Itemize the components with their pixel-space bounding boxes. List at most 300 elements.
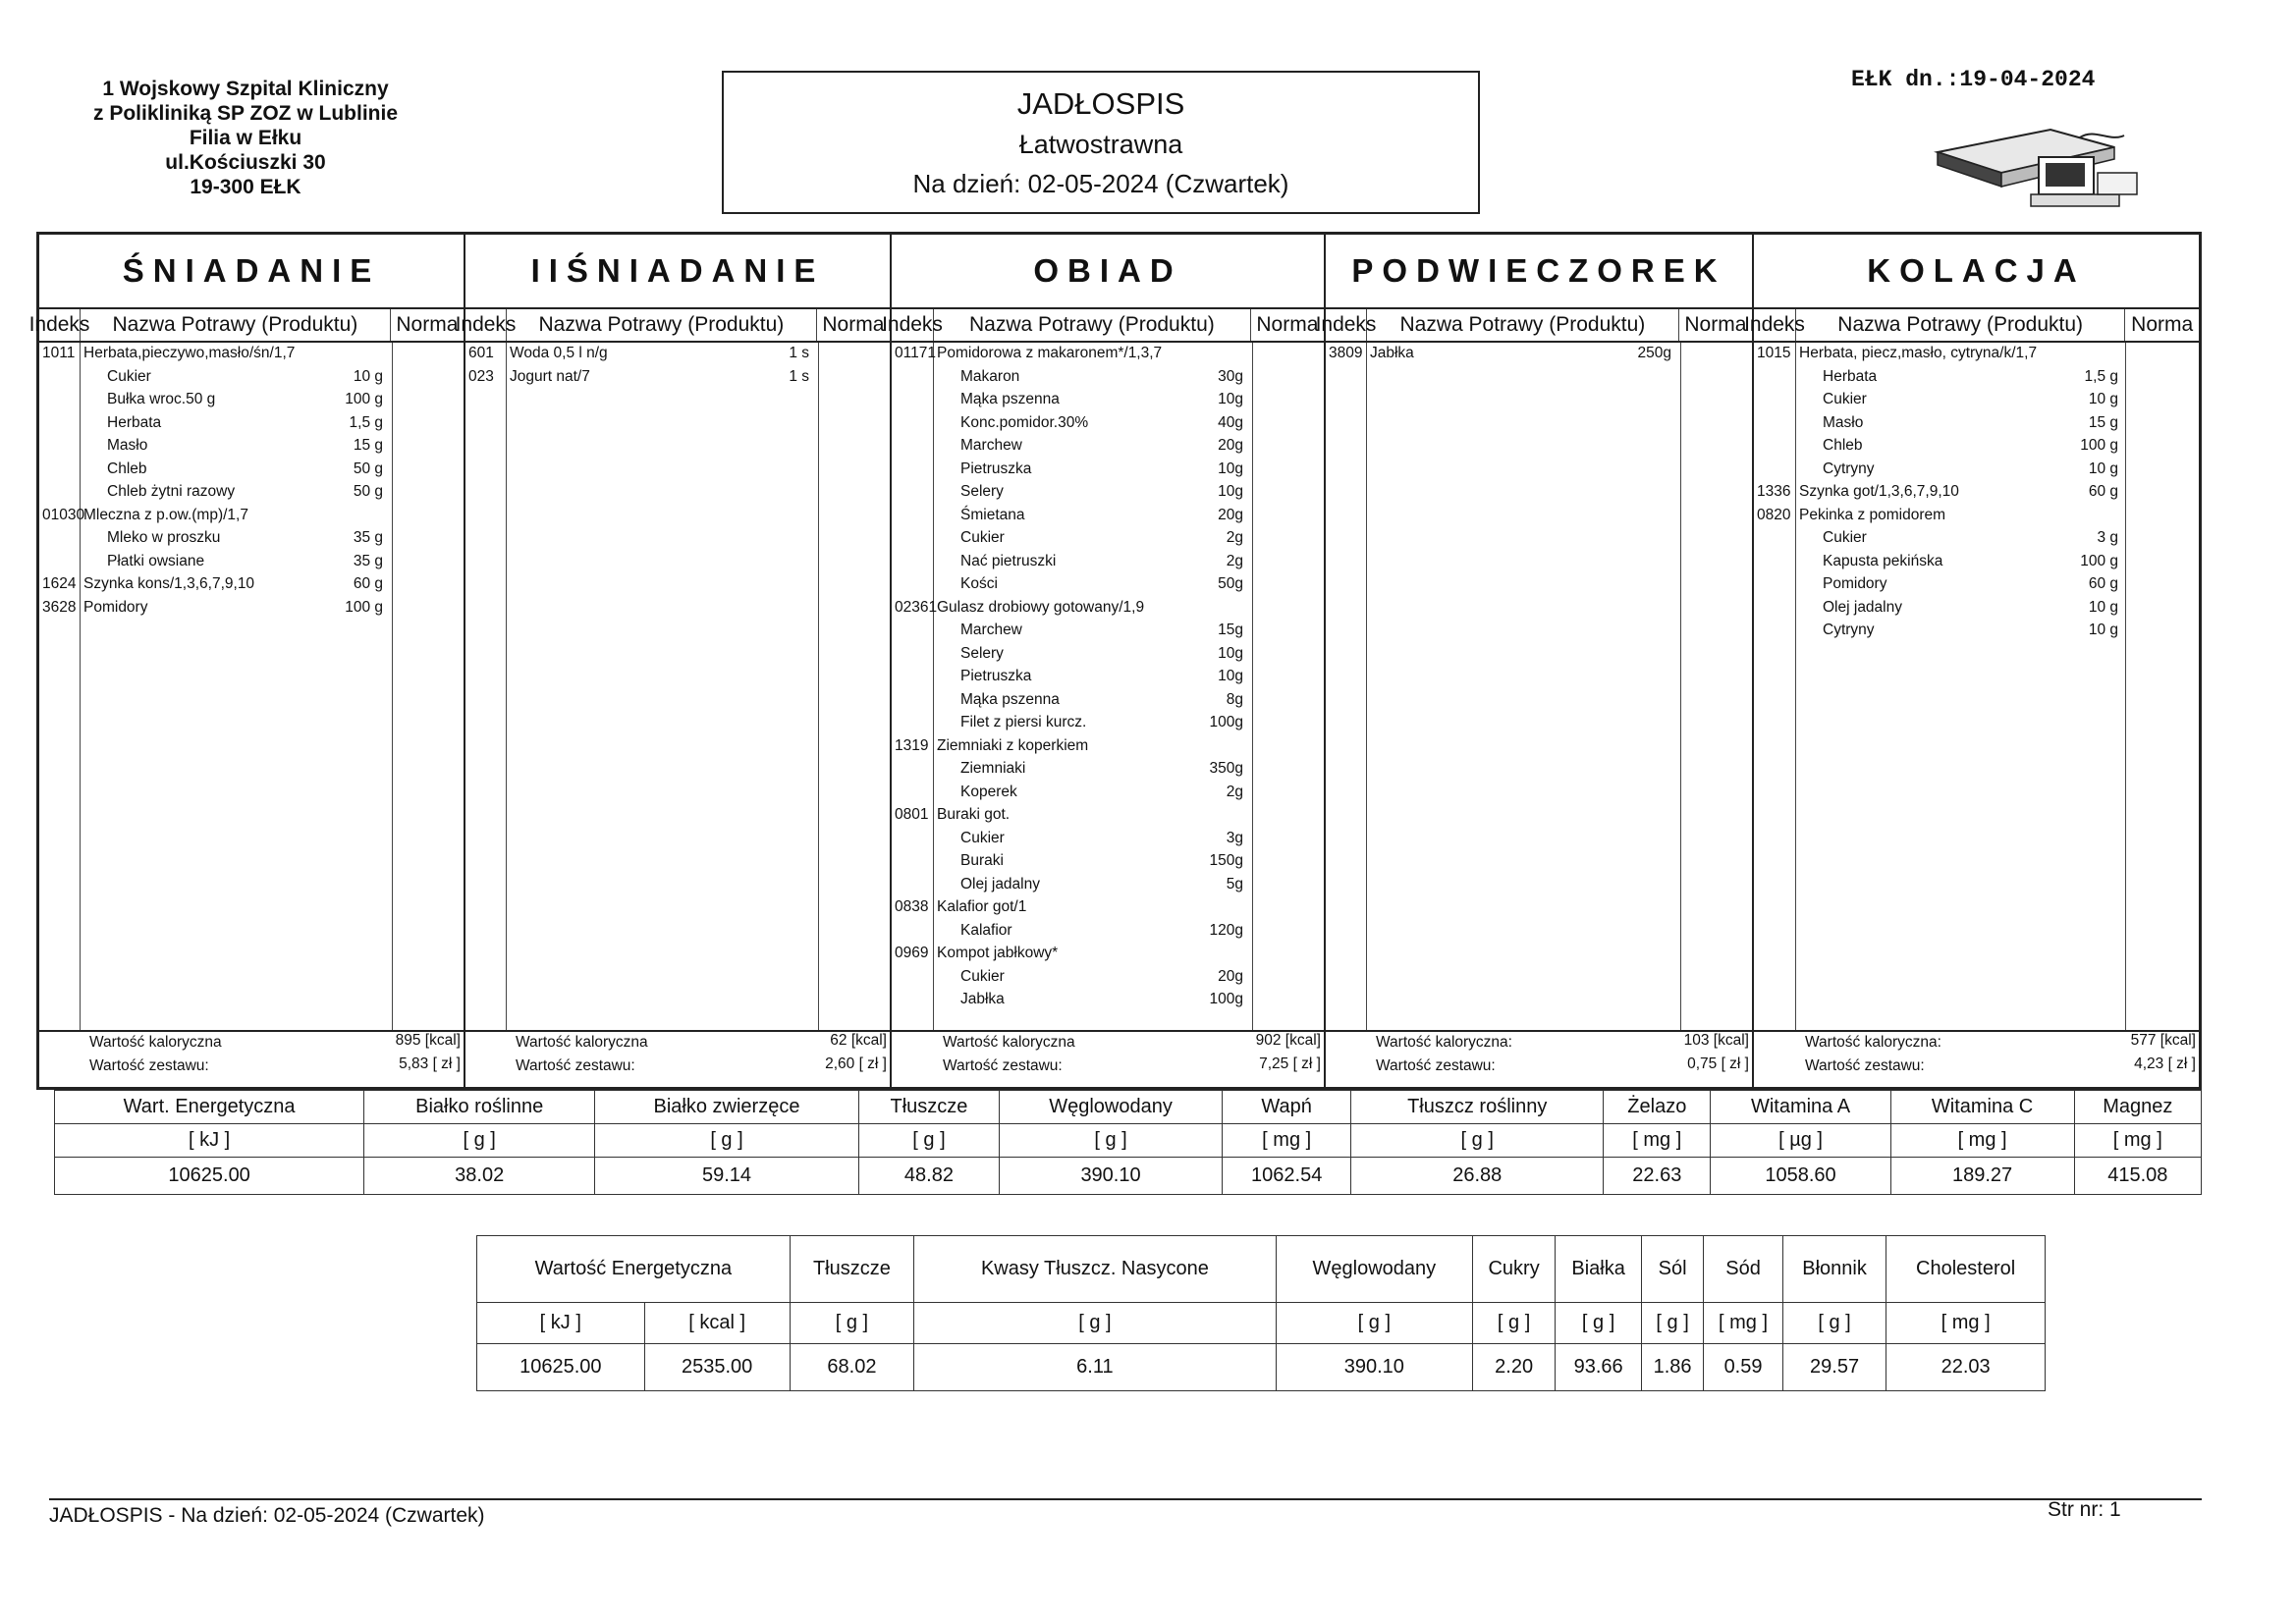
item-name: Selery xyxy=(960,483,1004,500)
list-item xyxy=(892,689,1324,713)
nutrient-value: 22.63 xyxy=(1604,1158,1711,1195)
nutrient-header: Białko zwierzęce xyxy=(595,1091,859,1124)
item-norm: 2g xyxy=(1226,552,1243,569)
column-header-row xyxy=(28,309,464,343)
column-header-norm: Norma xyxy=(2131,313,2194,336)
item-name: Kapusta pekińska xyxy=(1823,552,1943,569)
list-item xyxy=(892,643,1324,667)
item-norm: 50 g xyxy=(353,460,383,477)
item-index: 0969 xyxy=(895,945,929,961)
footer-rule xyxy=(49,1498,2202,1500)
nutrient-unit: [ g ] xyxy=(858,1124,999,1158)
column-header-name: Nazwa Potrawy (Produktu) xyxy=(81,309,391,341)
item-norm: 35 g xyxy=(353,552,383,569)
item-index: 0838 xyxy=(895,898,929,915)
item-norm: 100 g xyxy=(2080,552,2118,569)
kcal-label: Wartość kaloryczna xyxy=(516,1034,648,1051)
item-name: Płatki owsiane xyxy=(107,552,205,569)
cost-value: 2,60 [ zł ] xyxy=(825,1055,887,1072)
nutrient-header: Witamina A xyxy=(1711,1091,1890,1124)
list-item xyxy=(892,343,1324,366)
nutrient-value: 38.02 xyxy=(364,1158,595,1195)
list-item xyxy=(892,597,1324,621)
item-norm: 2g xyxy=(1226,529,1243,546)
hospital-name: 1 Wojskowy Szpital Kliniczny xyxy=(102,78,389,100)
nutrient-value: 1062.54 xyxy=(1223,1158,1351,1195)
item-name: Cukier xyxy=(1823,391,1867,407)
summary-value: 390.10 xyxy=(1276,1344,1472,1391)
hospital-header xyxy=(59,77,432,199)
meal-grid xyxy=(28,232,2202,1090)
list-item xyxy=(892,943,1324,966)
list-item xyxy=(1754,527,2199,551)
column-header-row xyxy=(882,309,1324,343)
meal-section xyxy=(1744,235,2199,1087)
item-norm: 20g xyxy=(1218,437,1243,454)
item-index: 1015 xyxy=(1757,345,1791,361)
column-header-norm: Norma xyxy=(1684,313,1747,336)
item-name: Jabłka xyxy=(1370,345,1414,361)
item-norm: 50g xyxy=(1218,575,1243,592)
nutrient-unit: [ g ] xyxy=(595,1124,859,1158)
nutrient-header: Tłuszcze xyxy=(858,1091,999,1124)
item-norm: 60 g xyxy=(353,575,383,592)
list-item xyxy=(892,874,1324,897)
item-name: Cukier xyxy=(960,967,1005,985)
nutrient-header: Białko roślinne xyxy=(364,1091,595,1124)
list-item xyxy=(892,666,1324,689)
item-name: Nać pietruszki xyxy=(960,552,1057,569)
item-name: Woda 0,5 l n/g xyxy=(510,345,608,361)
item-name: Cukier xyxy=(960,829,1005,846)
item-norm: 10 g xyxy=(2088,391,2118,407)
kcal-label: Wartość kaloryczna: xyxy=(1805,1034,1941,1051)
summary-unit: [ mg ] xyxy=(1886,1303,2046,1344)
item-name: Mleko w proszku xyxy=(107,529,221,546)
item-name: Mąka pszenna xyxy=(960,690,1060,708)
item-norm: 120g xyxy=(1209,921,1243,939)
column-header-name: Nazwa Potrawy (Produktu) xyxy=(934,309,1251,341)
nutrient-header: Żelazo xyxy=(1604,1091,1711,1124)
item-name: Śmietana xyxy=(960,506,1025,523)
cost-label: Wartość zestawu: xyxy=(1376,1057,1496,1074)
item-index: 1011 xyxy=(42,345,76,361)
nutrient-unit: [ g ] xyxy=(364,1124,595,1158)
summary-value: 6.11 xyxy=(914,1344,1277,1391)
item-name: Gulasz drobiowy gotowany/1,9 xyxy=(937,598,1145,616)
list-item xyxy=(1754,481,2199,505)
item-norm: 40g xyxy=(1218,413,1243,431)
item-name: Kości xyxy=(960,575,998,592)
summary-unit: [ g ] xyxy=(1556,1303,1642,1344)
list-item xyxy=(1754,343,2199,366)
item-norm: 150g xyxy=(1209,852,1243,869)
item-norm: 100 g xyxy=(345,598,383,616)
summary-unit: [ mg ] xyxy=(1704,1303,1783,1344)
list-item xyxy=(892,920,1324,944)
summary-value: 1.86 xyxy=(1642,1344,1704,1391)
summary-value: 10625.00 xyxy=(477,1344,645,1391)
summary-unit: [ g ] xyxy=(1473,1303,1556,1344)
hospital-street: ul.Kościuszki 30 xyxy=(165,151,326,174)
item-name: Chleb xyxy=(1823,437,1863,454)
item-name: Ziemniaki xyxy=(960,760,1026,777)
print-date: EŁK dn.:19-04-2024 xyxy=(1851,67,2096,92)
list-item xyxy=(465,366,890,390)
summary-value: 2.20 xyxy=(1473,1344,1556,1391)
item-name: Ziemniaki z koperkiem xyxy=(937,736,1089,754)
item-name: Bułka wroc.50 g xyxy=(107,391,216,407)
list-item xyxy=(39,505,464,528)
list-item xyxy=(892,896,1324,920)
list-item xyxy=(39,481,464,505)
item-norm: 5g xyxy=(1226,875,1243,893)
list-item xyxy=(39,435,464,459)
meal-section xyxy=(455,235,892,1087)
meal-summary xyxy=(1326,1030,1752,1087)
nutrient-value: 59.14 xyxy=(595,1158,859,1195)
item-name: Marchew xyxy=(960,622,1022,638)
item-norm: 2g xyxy=(1226,783,1243,800)
kcal-value: 577 [kcal] xyxy=(2130,1032,2196,1049)
summary-unit: [ kcal ] xyxy=(644,1303,790,1344)
item-name: Makaron xyxy=(960,367,1020,385)
kcal-value: 895 [kcal] xyxy=(395,1032,461,1049)
kcal-value: 103 [kcal] xyxy=(1683,1032,1749,1049)
column-header-row xyxy=(1315,309,1752,343)
item-norm: 1,5 g xyxy=(2084,367,2118,385)
list-item xyxy=(892,527,1324,551)
menu-date: Na dzień: 02-05-2024 (Czwartek) xyxy=(912,169,1289,198)
item-index: 023 xyxy=(468,367,494,385)
item-norm: 100g xyxy=(1209,991,1243,1007)
list-item xyxy=(892,573,1324,597)
item-norm: 1 s xyxy=(789,367,809,385)
nutrient-unit: [ mg ] xyxy=(1604,1124,1711,1158)
hospital-affiliation: z Polikliniką SP ZOZ w Lublinie xyxy=(93,102,398,125)
summary-header: Białka xyxy=(1556,1236,1642,1303)
item-name: Szynka kons/1,3,6,7,9,10 xyxy=(83,575,255,592)
item-norm: 3g xyxy=(1226,829,1243,846)
cost-value: 0,75 [ zł ] xyxy=(1687,1055,1749,1072)
item-name: Szynka got/1,3,6,7,9,10 xyxy=(1799,483,1959,500)
list-item xyxy=(39,597,464,621)
list-item xyxy=(892,758,1324,782)
meal-section xyxy=(1315,235,1754,1087)
kcal-label: Wartość kaloryczna: xyxy=(1376,1034,1512,1051)
item-name: Filet z piersi kurcz. xyxy=(960,714,1087,730)
item-name: Herbata,pieczywo,masło/śn/1,7 xyxy=(83,345,296,361)
nutrient-header: Wapń xyxy=(1223,1091,1351,1124)
item-name: Masło xyxy=(1823,413,1864,431)
nutrient-value: 48.82 xyxy=(858,1158,999,1195)
item-norm: 100g xyxy=(1209,714,1243,730)
item-norm: 10 g xyxy=(353,367,383,385)
list-item xyxy=(1754,620,2199,643)
item-name: Buraki xyxy=(960,852,1004,869)
list-item xyxy=(892,459,1324,482)
summary-unit: [ g ] xyxy=(1642,1303,1704,1344)
item-index: 1319 xyxy=(895,736,929,754)
nutrient-header: Witamina C xyxy=(1890,1091,2074,1124)
item-norm: 15g xyxy=(1218,622,1243,638)
list-item xyxy=(1754,412,2199,436)
item-index: 01030 xyxy=(42,506,85,523)
list-item xyxy=(892,850,1324,874)
list-item xyxy=(39,573,464,597)
column-divider xyxy=(506,343,507,1030)
nutrient-value: 415.08 xyxy=(2074,1158,2201,1195)
list-item xyxy=(892,389,1324,412)
cost-value: 7,25 [ zł ] xyxy=(1259,1055,1321,1072)
item-norm: 50 g xyxy=(353,483,383,500)
list-item xyxy=(892,505,1324,528)
nutrient-unit: [ mg ] xyxy=(2074,1124,2201,1158)
summary-header-row xyxy=(477,1236,2046,1303)
energy-header: Wartość Energetyczna xyxy=(477,1236,791,1303)
nutrient-unit: [ µg ] xyxy=(1711,1124,1890,1158)
summary-header: Cukry xyxy=(1473,1236,1556,1303)
item-name: Selery xyxy=(960,644,1004,662)
summary-value: 29.57 xyxy=(1782,1344,1886,1391)
item-name: Herbata xyxy=(1823,367,1878,385)
item-name: Kalafior got/1 xyxy=(937,898,1027,915)
item-name: Cytryny xyxy=(1823,460,1875,477)
hospital-city: 19-300 EŁK xyxy=(190,176,301,198)
list-item xyxy=(39,527,464,551)
item-name: Olej jadalny xyxy=(1823,598,1902,616)
list-item xyxy=(892,828,1324,851)
column-divider xyxy=(818,343,819,1030)
list-item xyxy=(1754,505,2199,528)
item-norm: 10 g xyxy=(2088,622,2118,638)
item-name: Herbata, piecz,masło, cytryna/k/1,7 xyxy=(1799,345,2038,361)
list-item xyxy=(892,712,1324,735)
column-divider xyxy=(1680,343,1681,1030)
item-name: Masło xyxy=(107,437,148,454)
list-item xyxy=(892,989,1324,1012)
item-name: Pekinka z pomidorem xyxy=(1799,506,1946,523)
nutrient-value: 1058.60 xyxy=(1711,1158,1890,1195)
meal-section xyxy=(28,235,465,1087)
item-name: Chleb xyxy=(107,460,147,477)
summary-value-row xyxy=(477,1344,2046,1391)
cost-label: Wartość zestawu: xyxy=(1805,1057,1925,1074)
item-name: Kompot jabłkowy* xyxy=(937,945,1059,961)
item-name: Kalafior xyxy=(960,921,1012,939)
list-item xyxy=(39,389,464,412)
item-name: Marchew xyxy=(960,437,1022,454)
item-norm: 10g xyxy=(1218,483,1243,500)
list-item xyxy=(1754,389,2199,412)
kcal-label: Wartość kaloryczna xyxy=(89,1034,222,1051)
list-item xyxy=(892,366,1324,390)
item-index: 1624 xyxy=(42,575,77,592)
item-norm: 8g xyxy=(1226,690,1243,708)
kcal-value: 62 [kcal] xyxy=(830,1032,887,1049)
nutrient-unit: [ g ] xyxy=(1351,1124,1604,1158)
item-name: Mleczna z p.ow.(mp)/1,7 xyxy=(83,506,248,523)
column-header-index: Indeks xyxy=(39,309,81,341)
list-item xyxy=(1754,573,2199,597)
list-item xyxy=(39,551,464,574)
list-item xyxy=(1754,551,2199,574)
summary-value: 68.02 xyxy=(790,1344,913,1391)
item-norm: 10g xyxy=(1218,391,1243,407)
diet-name: Łatwostrawna xyxy=(1018,130,1183,159)
column-header-index: Indeks xyxy=(1754,309,1796,341)
item-name: Koperek xyxy=(960,783,1017,800)
item-index: 0801 xyxy=(895,806,929,823)
nutrient-value: 390.10 xyxy=(1000,1158,1223,1195)
item-norm: 60 g xyxy=(2088,483,2118,500)
list-item xyxy=(39,459,464,482)
column-header-index: Indeks xyxy=(892,309,934,341)
item-index: 01171 xyxy=(895,345,936,361)
nutrient-unit: [ mg ] xyxy=(1890,1124,2074,1158)
list-item xyxy=(892,735,1324,759)
nutrient-header: Węglowodany xyxy=(1000,1091,1223,1124)
book-computer-icon xyxy=(1933,108,2149,210)
summary-header: Tłuszcze xyxy=(790,1236,913,1303)
kcal-label: Wartość kaloryczna xyxy=(943,1034,1075,1051)
column-header-index: Indeks xyxy=(1326,309,1367,341)
list-item xyxy=(892,966,1324,990)
summary-header: Sól xyxy=(1642,1236,1704,1303)
cost-value: 4,23 [ zł ] xyxy=(2134,1055,2196,1072)
nutrient-value: 189.27 xyxy=(1890,1158,2074,1195)
meal-summary xyxy=(1754,1030,2199,1087)
page-title: JADŁOSPIS xyxy=(1016,86,1185,121)
item-name: Cukier xyxy=(960,529,1005,546)
cost-value: 5,83 [ zł ] xyxy=(399,1055,461,1072)
list-item xyxy=(892,782,1324,805)
meal-items xyxy=(892,343,1324,1030)
list-item xyxy=(892,435,1324,459)
list-item xyxy=(39,343,464,366)
item-norm: 10g xyxy=(1218,668,1243,684)
cost-label: Wartość zestawu: xyxy=(89,1057,209,1074)
nutrition-summary-table xyxy=(476,1235,2046,1391)
column-header-name: Nazwa Potrawy (Produktu) xyxy=(507,309,817,341)
summary-unit: [ g ] xyxy=(1782,1303,1886,1344)
item-norm: 10 g xyxy=(2088,598,2118,616)
footer-title: JADŁOSPIS - Na dzień: 02-05-2024 (Czwartek) xyxy=(49,1504,485,1527)
item-name: Herbata xyxy=(107,413,162,431)
meal-summary xyxy=(465,1030,890,1087)
list-item xyxy=(892,551,1324,574)
cost-label: Wartość zestawu: xyxy=(516,1057,635,1074)
item-norm: 250g xyxy=(1637,345,1671,361)
column-header-name: Nazwa Potrawy (Produktu) xyxy=(1367,309,1679,341)
item-index: 3628 xyxy=(42,598,77,616)
meal-items xyxy=(1754,343,2199,1030)
meal-title: KOLACJA xyxy=(1754,235,2199,309)
summary-unit: [ g ] xyxy=(790,1303,913,1344)
item-name: Olej jadalny xyxy=(960,875,1040,893)
item-norm: 35 g xyxy=(353,529,383,546)
item-norm: 1 s xyxy=(789,345,809,361)
meal-items xyxy=(39,343,464,1030)
nutrition-header-row xyxy=(55,1091,2202,1124)
item-index: 0820 xyxy=(1757,506,1791,523)
list-item xyxy=(892,412,1324,436)
item-name: Cytryny xyxy=(1823,622,1875,638)
meal-section xyxy=(882,235,1326,1087)
meal-items xyxy=(1326,343,1752,1030)
item-norm: 20g xyxy=(1218,506,1243,523)
column-header-name: Nazwa Potrawy (Produktu) xyxy=(1796,309,2125,341)
list-item xyxy=(39,412,464,436)
item-name: Jabłka xyxy=(960,991,1005,1007)
summary-value: 2535.00 xyxy=(644,1344,790,1391)
summary-header: Błonnik xyxy=(1782,1236,1886,1303)
item-name: Jogurt nat/7 xyxy=(510,367,590,385)
item-index: 02361 xyxy=(895,598,938,616)
nutrient-value: 26.88 xyxy=(1351,1158,1604,1195)
nutrition-unit-row xyxy=(55,1124,2202,1158)
page-number: Str nr: 1 xyxy=(2048,1498,2121,1521)
nutrient-unit: [ g ] xyxy=(1000,1124,1223,1158)
item-norm: 10 g xyxy=(2088,460,2118,477)
hospital-branch: Filia w Ełku xyxy=(189,127,302,149)
item-name: Buraki got. xyxy=(937,806,1011,823)
column-header-row xyxy=(455,309,890,343)
item-norm: 10g xyxy=(1218,644,1243,662)
summary-unit: [ g ] xyxy=(914,1303,1277,1344)
item-norm: 30g xyxy=(1218,367,1243,385)
meal-summary xyxy=(39,1030,464,1087)
nutrition-table xyxy=(54,1090,2202,1195)
column-header-index: Indeks xyxy=(465,309,507,341)
item-norm: 15 g xyxy=(353,437,383,454)
nutrient-value: 10625.00 xyxy=(55,1158,364,1195)
nutrient-unit: [ mg ] xyxy=(1223,1124,1351,1158)
column-header-row xyxy=(1744,309,2199,343)
title-box xyxy=(722,71,1480,214)
item-name: Cukier xyxy=(1823,529,1867,546)
column-header-norm: Norma xyxy=(396,313,459,336)
list-item xyxy=(465,343,890,366)
summary-header: Węglowodany xyxy=(1276,1236,1472,1303)
item-name: Konc.pomidor.30% xyxy=(960,413,1089,431)
list-item xyxy=(1326,343,1752,366)
list-item xyxy=(892,804,1324,828)
list-item xyxy=(892,481,1324,505)
meal-title: PODWIECZOREK xyxy=(1326,235,1752,309)
item-name: Pietruszka xyxy=(960,460,1032,477)
summary-value: 22.03 xyxy=(1886,1344,2046,1391)
item-norm: 100 g xyxy=(345,391,383,407)
item-name: Mąka pszenna xyxy=(960,391,1060,407)
summary-value: 93.66 xyxy=(1556,1344,1642,1391)
item-index: 1336 xyxy=(1757,483,1791,500)
summary-unit-row xyxy=(477,1303,2046,1344)
nutrient-header: Magnez xyxy=(2074,1091,2201,1124)
nutrition-value-row xyxy=(55,1158,2202,1195)
item-name: Cukier xyxy=(107,367,151,385)
item-norm: 15 g xyxy=(2088,413,2118,431)
list-item xyxy=(1754,459,2199,482)
item-norm: 350g xyxy=(1209,760,1243,777)
item-norm: 100 g xyxy=(2080,437,2118,454)
item-name: Pomidorowa z makaronem*/1,3,7 xyxy=(937,345,1163,361)
summary-header: Kwasy Tłuszcz. Nasycone xyxy=(914,1236,1277,1303)
meal-title: ŚNIADANIE xyxy=(39,235,464,309)
item-name: Pomidory xyxy=(83,598,148,616)
column-header-norm: Norma xyxy=(822,313,885,336)
list-item xyxy=(39,366,464,390)
